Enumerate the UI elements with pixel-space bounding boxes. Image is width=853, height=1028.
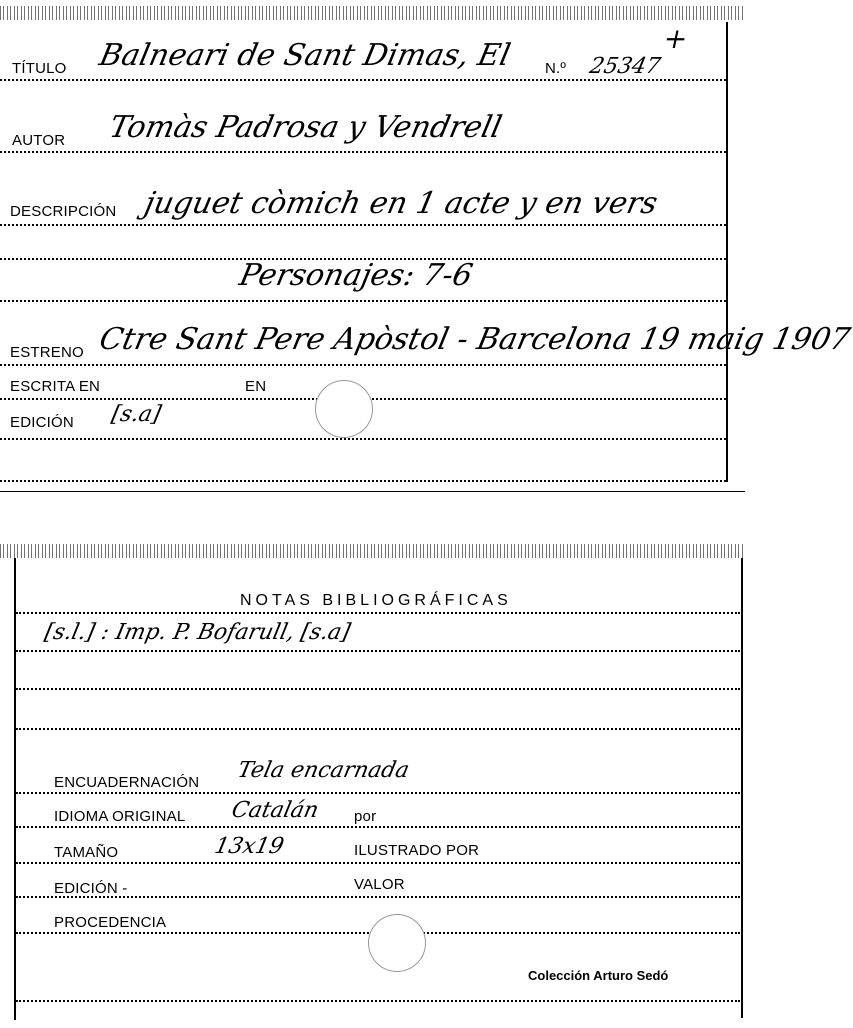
line-idioma [16,826,740,828]
line-estreno [0,364,726,366]
line-encuadernacion [16,792,740,794]
idioma-value: Catalán [229,798,321,823]
line-blank-b [16,728,740,730]
punch-hole [315,380,373,438]
autor-value: Tomàs Padrosa y Vendrell [106,110,505,145]
descripcion-value: juguet còmich en 1 acte y en vers [141,186,661,221]
tamano-label: TAMAÑO [54,844,119,861]
line-blank-1 [0,258,726,260]
numero-label: N.º [545,60,567,77]
line-titulo [0,79,726,81]
titulo-label: TÍTULO [12,60,67,77]
line-blank-2 [0,480,726,482]
card-right-border [741,558,743,1018]
plus-mark: + [660,22,691,55]
line-notas [16,650,740,652]
procedencia-label: PROCEDENCIA [54,914,167,931]
autor-label: AUTOR [12,132,66,149]
line-edicion-2 [16,896,740,898]
coleccion-caption: Colección Arturo Sedó [528,968,669,983]
en-label: EN [245,378,267,395]
catalog-card-main [0,0,853,493]
line-personajes [0,300,726,302]
card-bottom-border [0,491,745,492]
edicion-label: EDICIÓN [10,414,74,431]
notas-heading: NOTAS BIBLIOGRÁFICAS [240,592,512,609]
estreno-value: Ctre Sant Pere Apòstol - Barcelona 19 maig 1907 [96,322,853,357]
numero-value: 25347 [587,54,663,79]
edicion-value: [s.a] [109,402,164,427]
line-bottom [16,1000,740,1002]
punch-hole [368,914,426,972]
line-blank-a [16,688,740,690]
valor-label: VALOR [354,876,405,893]
encuadernacion-label: ENCUADERNACIÓN [54,774,200,791]
line-heading [16,612,740,614]
line-edicion [0,438,726,440]
card-top-edge [0,544,745,558]
line-descripcion [0,224,726,226]
personajes-value: Personajes: 7-6 [236,258,476,293]
notas-value: [s.l.] : Imp. P. Bofarull, [s.a] [42,620,353,645]
card-left-border [14,558,16,1020]
line-tamano [16,862,740,864]
por-label: por [354,808,377,825]
descripcion-label: DESCRIPCIÓN [10,203,117,220]
line-autor [0,151,726,153]
titulo-value: Balneari de Sant Dimas, El [96,38,514,73]
ilustrado-label: ILUSTRADO POR [354,842,480,859]
estreno-label: ESTRENO [10,344,84,361]
edicion-label-2: EDICIÓN - [54,880,128,897]
catalog-card-notes [0,540,745,1028]
escrita-label: ESCRITA EN [10,378,101,395]
card-right-border [726,22,728,482]
tamano-value: 13x19 [212,834,287,859]
idioma-label: IDIOMA ORIGINAL [54,808,186,825]
card-top-edge [0,6,745,20]
encuadernacion-value: Tela encarnada [235,758,412,783]
